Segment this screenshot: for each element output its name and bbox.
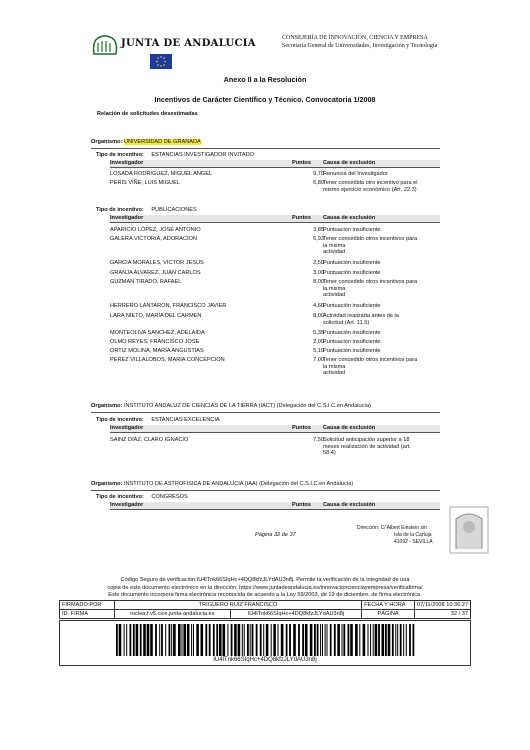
divider [110,432,440,433]
barcode-bar [130,624,132,656]
barcode-bar [242,624,243,656]
barcode-bar [413,624,415,656]
barcode-bar [165,624,166,656]
table-header [110,425,440,432]
causa-value: Tener concedido otros incentivos para la misma actividad [323,236,418,256]
investigador-name: MONTEOLIVA SANCHEZ, ADELAIDA [110,330,205,336]
barcode-bar [155,624,157,656]
barcode-bar [392,624,394,656]
header-causa: Causa de exclusión [323,160,376,166]
barcode-bar [238,624,241,656]
barcode-bar [161,624,163,656]
barcode-bar [397,624,398,656]
header-investigador: Investigador [110,425,144,431]
barcode-bar [252,624,254,656]
verification-text [60,577,470,600]
barcode-bar [382,624,385,656]
barcode-bar [140,624,142,656]
causa-value: Puntuación insuficiente [323,303,381,309]
barcode-bar [302,624,304,656]
barcode-bar [342,624,343,656]
barcode-bar [143,624,146,656]
barcode-bar [260,624,262,656]
organismo-line [91,403,371,409]
barcode-bar [178,624,181,656]
header-investigador: Investigador [110,502,144,508]
pagina-label: PÁGINA [362,610,415,619]
address-block [357,525,433,546]
barcode-icon [116,624,416,656]
barcode-bar [378,624,380,656]
divider [91,148,440,149]
organismo-line [91,481,353,487]
id-label: ID. FIRMA [60,610,115,619]
eu-flag-icon [150,54,172,69]
barcode-bar [271,624,272,656]
barcode-bar [209,624,211,656]
barcode-bar [234,624,237,656]
logo-text: JUNTA DE ANDALUCIA [121,38,256,49]
barcode-bar [278,624,279,656]
barcode-bar [409,624,411,656]
tipo-label: Tipo de incentivo: [96,417,144,423]
barcode-bar [196,624,199,656]
barcode-bar [348,624,350,656]
puntos-value: 4,60 [313,303,324,309]
divider [91,412,440,413]
barcode-bar [350,624,353,656]
barcode-bar [266,624,269,656]
barcode-bar [281,624,284,656]
barcode-bar [325,624,326,656]
watermark-seal-icon [448,505,490,555]
barcode-bar [298,624,300,656]
logo [88,30,256,75]
barcode-bar [171,624,172,656]
address-line: Dirección: C/ Albert Einstein s/n [357,525,428,531]
puntos-value: 2,00 [313,339,324,345]
causa-value: Puntuación insuficiente [323,260,381,266]
barcode-bar [227,624,228,656]
causa-value: Puntuación insuficiente [323,348,381,354]
causa-value: Tener concedida otro incentivo para el mismo ejercicio económico (Art. 22.3) [323,180,418,193]
barcode-bar [263,624,264,656]
barcode-bar [395,624,396,656]
divider [110,509,440,510]
causa-value: Tener concedido otros incentivos para la misma actividad [323,279,418,299]
barcode-bar [250,624,251,656]
barcode-bar [173,624,176,656]
header-causa: Causa de exclusión [323,215,376,221]
barcode-bar [182,624,183,656]
barcode-bar [406,624,407,656]
tipo-line [96,494,188,500]
tipo-label: Tipo de incentivo: [96,207,144,213]
barcode-bar [231,624,233,656]
tipo-value: ESTANCIAS INVESTIGADOR INVITADO [151,152,254,158]
barcode-bar [213,624,215,656]
organismo-value: INSTITUTO DE ASTROFISICA DE ANDALUCIA (IAA) (Delegación del C.S.I.C.en Andalucía) [123,481,354,487]
address-line: Isla de la Cartuja [394,532,432,538]
causa-value: Actividad realizada antes de la solicitud (Art. 11.5) [323,313,399,326]
anexo-title: Anexo II a la Resolución [223,75,307,84]
barcode-bar [126,624,127,656]
investigador-name: OLMO REYES, FRANCISCO JOSE [110,339,200,345]
investigador-name: LARA NIETO, MARÍA DEL CARMEN [110,313,202,319]
barcode-bar [320,624,321,656]
barcode-bar [201,624,204,656]
page-number: Página 32 de 37 [255,532,296,538]
header-investigador: Investigador [110,160,144,166]
investigador-name: GALERA VICTORIA, ADORACION [110,236,197,242]
puntos-value: 7,50 [313,437,324,443]
barcode-bar [216,624,218,656]
barcode-bar [244,624,245,656]
investigador-name: LOSADA RODRIGUEZ, MIGUEL ANGEL [110,171,213,177]
barcode-bar [385,624,387,656]
causa-value: Renuncia del Investigador [323,171,388,177]
barcode-bar [400,624,402,656]
header-causa: Causa de exclusión [323,502,376,508]
investigador-name: PEREZ VILLALOBOS, MARIA CONCEPCION [110,357,225,363]
tipo-value: ESTANCIAS EXCELENCIA [151,417,220,423]
barcode-bar [183,624,186,656]
investigador-name: GRANJA ALVAREZ, JUAN CARLOS [110,270,201,276]
organismo-value: UNIVERSIDAD DE GRANADA [123,139,201,145]
signature-table [59,600,471,619]
puntos-value: 5,10 [313,348,324,354]
investigador-name: APARICIO LÓPEZ, JOSÉ ANTONIO [110,227,201,233]
barcode-bar [247,624,249,656]
barcode-bar [334,624,336,656]
investigador-name: ORTIZ MOLINA, MARÍA ANGUSTIAS [110,348,204,354]
tipo-line [96,207,197,213]
verification-line: Este documento incorpora firma electrónica reconocida de acuerdo a la Ley 59/2003, de 19 de diciembre, de firma electrónica. [108,592,422,598]
causa-value: Puntuación insuficiente [323,339,381,345]
barcode-bar [289,624,291,656]
barcode-bar [223,624,226,656]
barcode-bar [150,624,153,656]
organismo-label: Organismo: [91,403,123,409]
investigador-name: SAINZ DIAZ, CLARO IGNACIO [110,437,189,443]
barcode-bar [169,624,171,656]
causa-value: Puntuación insuficiente [323,270,381,276]
tipo-value: PUBLICACIONES [151,207,197,213]
causa-value: Puntuación insuficiente [323,330,381,336]
barcode-bar [373,624,374,656]
puntos-value: 8,00 [313,279,324,285]
barcode-bar [256,624,258,656]
barcode-bar [193,624,194,656]
causa-value: Puntuación insuficiente [323,227,381,233]
puntos-value: 6,80 [313,180,324,186]
investigador-name: PERIS VIÑE, LUIS MIGUEL [110,180,180,186]
barcode-bar [191,624,192,656]
tipo-value: CONGRESOS [151,494,188,500]
tipo-label: Tipo de incentivo: [96,494,144,500]
header-causa: Causa de exclusión [323,425,376,431]
puntos-value: 3,00 [313,270,324,276]
header-puntos: Puntos [292,215,311,221]
barcode-bar [119,624,122,656]
doc-title: Incentivos de Carácter Científico y Técnico. Convocatoria 1/2008 [154,95,376,104]
causa-value: Tener concedido otros incentivos para la misma actividad [323,357,418,377]
consejeria: CONSEJERÍA DE INNOVACIÓN, CIENCIA Y EMPRESA [282,35,428,41]
puntos-value: 9,70 [313,171,324,177]
barcode-box [59,620,471,666]
barcode-bar [133,624,135,656]
causa-value: Solicitud anticipación superior a 18 meses realización de actividad (art. 58.4) [323,437,411,457]
puntos-value: 5,35 [313,330,324,336]
barcode-bar [219,624,222,656]
divider [91,490,440,491]
investigador-name: GARCIA MORALES, VICTOR JESUS [110,260,204,266]
barcode-bar [187,624,190,656]
organismo-value: INSTITUTO ANDALUZ DE CIENCIAS DE LA TIERRA (IACT) (Delegación del C.S.I.C.en Andalucía) [123,403,371,409]
doc-subtitle: Relación de solicitudes desestimadas [97,111,198,117]
pagina-value: 32 / 37 [415,610,471,619]
fecha-value: 07/11/2008 10:36:27 [415,601,471,610]
header-puntos: Puntos [292,502,311,508]
investigador-name: HERRERO LANTARON, FRANCISCO JAVIER [110,303,227,309]
tipo-label: Tipo de incentivo: [96,152,144,158]
coat-of-arms-icon [90,34,120,58]
barcode-bar [322,624,323,656]
table-header [110,160,440,167]
organismo-line [91,139,201,145]
table-header [110,502,440,509]
tipo-line [96,152,254,158]
verification-line: Código Seguro de verificación:IU4lTnk66SIqHc+4DQ8kfzJLYdAU3n8j. Permite la verificación de la integridad de una [120,577,410,583]
barcode-bar [147,624,150,656]
firmado-label: FIRMADO POR [60,601,115,610]
header-puntos: Puntos [292,425,311,431]
puntos-value: 7,00 [313,357,324,363]
barcode-bar [343,624,345,656]
barcode-bar [305,624,308,656]
barcode-bar [116,624,118,656]
header-puntos: Puntos [292,160,311,166]
barcode-bar [337,624,340,656]
barcode-bar [310,624,313,656]
divider [110,222,440,223]
barcode-bar [359,624,360,656]
id-code: IU4lTnk66SIqHc+4DQ8kfzJLYdAU3n8j [230,610,361,619]
divider [110,167,440,168]
barcode-bar [327,624,328,656]
barcode-bar [355,624,358,656]
barcode-bar [293,624,296,656]
barcode-bar [330,624,332,656]
organismo-label: Organismo: [91,481,123,487]
barcode-bar [368,624,369,656]
barcode-bar [370,624,371,656]
firmado-value: TRIGUERO RUIZ FRANCISCO [115,601,362,610]
barcode-bar [136,624,139,656]
table-header [110,215,440,222]
puntos-value: 8,00 [313,313,324,319]
puntos-value: 3,85 [313,227,324,233]
barcode-bar [159,624,160,656]
puntos-value: 6,93 [313,236,324,242]
barcode-bar [273,624,276,656]
puntos-value: 2,50 [313,260,324,266]
barcode-bar [124,624,125,656]
barcode-bar [363,624,366,656]
barcode-bar [375,624,378,656]
id-host: ruclea.f.v5.cice.junta-andalucia.es [115,610,231,619]
barcode-bar [314,624,316,656]
secretaria: Secretaría General de Universidades, Investigación y Tecnología [282,43,438,49]
investigador-name: GUZMAN TIRADO, RAFAEL [110,279,182,285]
header-investigador: Investigador [110,215,144,221]
barcode-bar [388,624,391,656]
barcode-bar [286,624,288,656]
barcode-bar [317,624,319,656]
address-line: 41092 - SEVILLA [394,539,433,545]
barcode-bar [403,624,404,656]
tipo-line [96,417,220,423]
barcode-bar [205,624,207,656]
fecha-label: FECHA Y HORA [362,601,415,610]
barcode-text: IU4lTnk66SIqHc+4DQ8kfzJLYdAU3n8j [213,657,317,663]
organismo-label: Organismo: [91,139,123,145]
verification-line: copia de este documento electrónico en la dirección: https://www.juntadeandalucia.es/innovacioncienciayempresa/verificafirma/ [107,584,423,591]
